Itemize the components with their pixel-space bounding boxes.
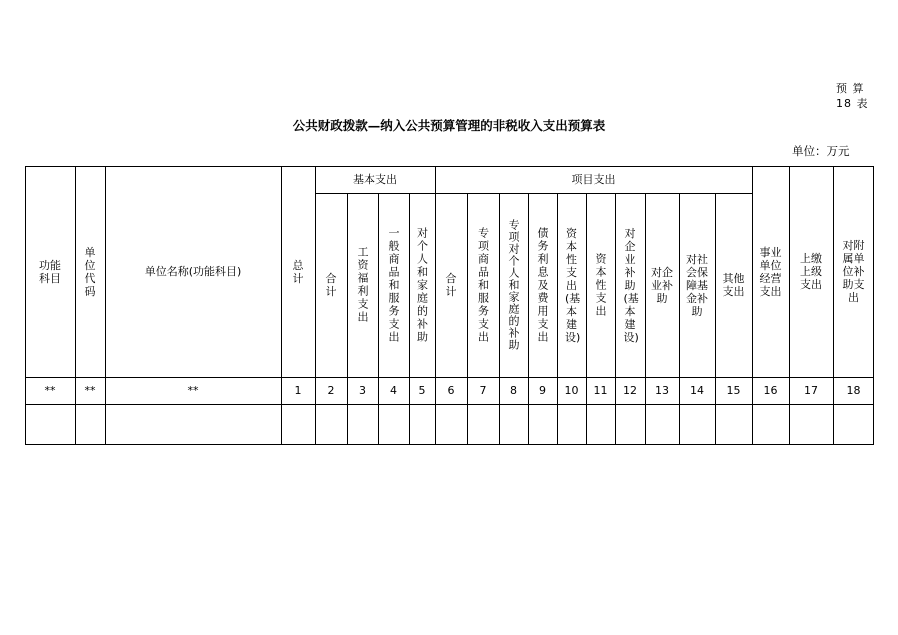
index-cell: 14: [690, 384, 704, 397]
header-capital-basic-build-text: 资本性支出(基本建设): [565, 226, 581, 344]
header-other-text: 其他支出: [722, 272, 745, 298]
group-basic-expenditure: 基本支出: [353, 173, 397, 186]
header-special-goods: [467, 193, 499, 377]
index-cell: **: [84, 384, 96, 397]
header-capital-basic-build: [557, 193, 586, 377]
header-func-subject-text: 功能科目: [39, 258, 61, 285]
header-special-personal-text: 专项对个人和家庭的补助: [507, 219, 520, 351]
index-cell: **: [187, 384, 199, 397]
header-project-total-text: 合计: [445, 272, 457, 298]
index-cell: 11: [593, 384, 608, 397]
header-special-personal: [499, 193, 528, 377]
index-cell: 8: [510, 384, 517, 397]
header-other: [715, 193, 752, 377]
index-cell: 18: [846, 384, 861, 397]
header-wage-welfare: [347, 193, 378, 377]
header-enterprise-basic-build: [615, 193, 645, 377]
index-cell: 3: [359, 384, 366, 397]
header-capital: [586, 193, 615, 377]
index-cell: 1: [294, 384, 302, 397]
header-unit-name: 单位名称(功能科目): [144, 265, 242, 278]
empty-data-row: [25, 404, 874, 444]
index-cell: 17: [804, 384, 818, 397]
header-social-security-text: 对社会保障基金补助: [686, 252, 708, 318]
index-cell: 7: [479, 384, 487, 397]
header-total: [281, 166, 315, 377]
header-subordinate-subsidy: [833, 166, 874, 377]
header-personal-household-text: 对个人和家庭的补助: [415, 226, 429, 344]
header-wage-welfare-text: 工资福利支出: [356, 246, 369, 324]
index-cell: 15: [726, 384, 741, 397]
header-basic-total: [315, 193, 347, 377]
header-upper-level: [789, 166, 833, 377]
header-special-goods-text: 专项商品和服务支出: [476, 226, 490, 344]
header-total-text: 总计: [292, 258, 304, 285]
header-debt-interest: [528, 193, 557, 377]
document-title: 公共财政拨款—纳入公共预算管理的非税收入支出预算表: [292, 118, 606, 133]
header-general-goods: [378, 193, 409, 377]
header-social-security: [679, 193, 715, 377]
header-enterprise-basic-build-text: 对企业补助(基本建设): [623, 226, 639, 344]
header-subordinate-subsidy-text: 对附属单位补助支出: [842, 239, 865, 304]
header-capital-text: 资本性支出: [594, 252, 607, 318]
index-cell: 2: [327, 384, 335, 397]
index-cell: 12: [623, 384, 637, 397]
index-cell: 4: [390, 384, 397, 397]
header-func-subject: [25, 166, 75, 377]
index-cell: 9: [539, 384, 546, 397]
header-business-unit-text: 事业单位经营支出: [759, 245, 782, 298]
index-cell: **: [44, 384, 56, 397]
group-project-expenditure: 项目支出: [571, 173, 616, 186]
index-cell: 13: [655, 384, 669, 397]
form-code: 预 算 18 表: [836, 82, 869, 110]
header-personal-household: [409, 193, 435, 377]
header-unit-code: [75, 166, 105, 377]
index-cell: 10: [564, 384, 579, 397]
index-cell: 6: [447, 384, 455, 397]
header-basic-total-text: 合计: [325, 272, 337, 298]
header-unit-code-text: 单位代码: [84, 245, 96, 298]
header-debt-interest-text: 债务利息及费用支出: [536, 226, 549, 344]
header-enterprise-subsidy: [645, 193, 679, 377]
header-general-goods-text: 一般商品和服务支出: [387, 226, 400, 344]
header-project-total: [435, 193, 467, 377]
index-cell: 5: [418, 384, 426, 397]
header-upper-level-text: 上缴上级支出: [800, 252, 822, 291]
unit-label: 单位：万元: [792, 144, 850, 158]
header-business-unit: [752, 166, 789, 377]
header-enterprise-subsidy-text: 对企业补助: [651, 265, 673, 305]
index-cell: 16: [763, 384, 778, 397]
